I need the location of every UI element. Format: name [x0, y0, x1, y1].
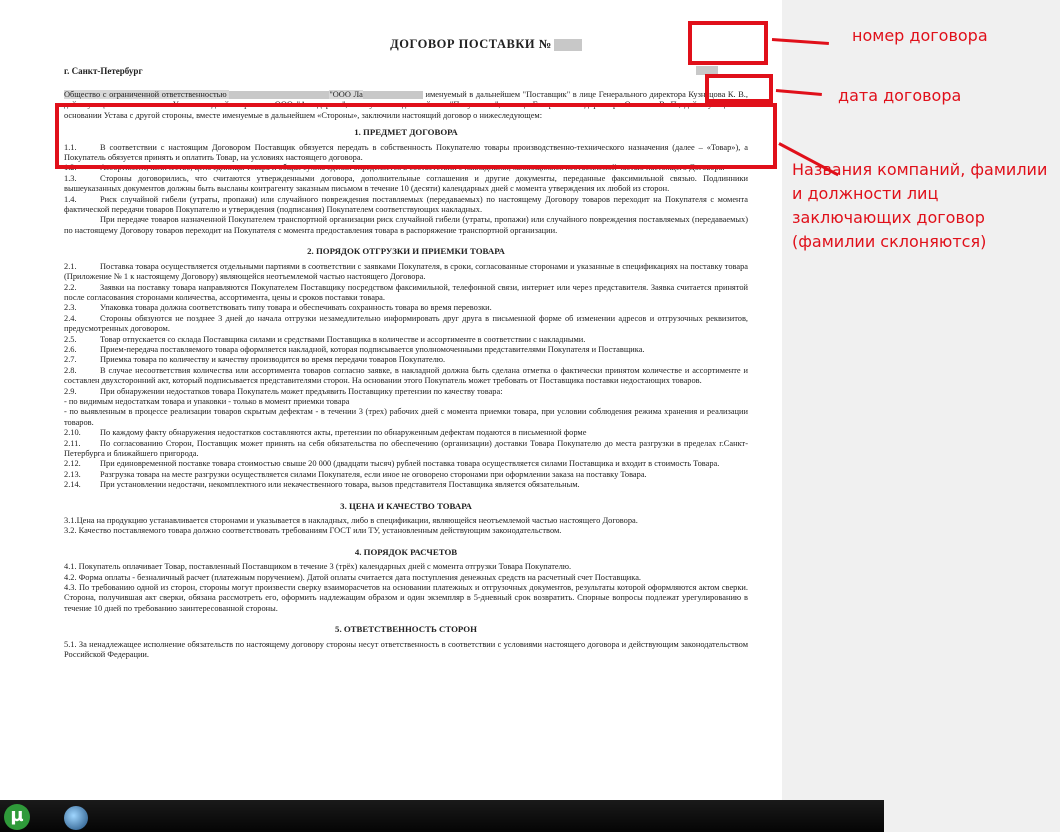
- clause: [64, 516, 748, 526]
- contract-number-placeholder: [554, 39, 582, 51]
- clause: [64, 335, 748, 345]
- clause-text: Приемка товара по количеству и качеству производится во время передачи товаров Покупателю.: [100, 355, 446, 365]
- clause: [64, 397, 748, 407]
- clause-text: Упаковка товара должна соответствовать типу товара и обеспечивать сохранность товара во время перевозки.: [100, 303, 492, 313]
- clause: [64, 303, 748, 313]
- clause-text: Товар отпускается со склада Поставщика силами и средствами Поставщика в количестве и ассортименте в соответствии с накладными.: [100, 334, 586, 344]
- contract-sections: [64, 127, 748, 664]
- contract-date-annotation: дата договора: [838, 86, 962, 105]
- clause: [64, 583, 748, 614]
- clause-text: 4.3. По требованию одной из сторон, стороны могут произвести сверку взаиморасчетов на основании платежных и отгрузочных документов, результаты которой оформляются актом сверки. Сторона, получившая акт сверки, обязана рассмотреть его, оформить надлежащим образом и один экземпляр в 5-дневный срок возвратить. Спорные вопросы подлежат урегулированию в течение 10 дней по требованию заинтересованной стороны.: [64, 583, 748, 613]
- clause-text: При единовременной поставке товара стоимостью свыше 20 000 (двадцати тысяч) рублей поставка товара осуществляется силами Поставщика и входит в стоимость Товара.: [100, 459, 720, 469]
- clause-text: В соответствии с настоящим Договором Поставщик обязуется передать в собственность Покупателю товары производственно-технического назначения (далее – «Товар»), а Покупатель обязуется принять и оплатить Товар, на условиях настоящего договора.: [64, 142, 748, 163]
- clause-number: 2.13.: [64, 469, 81, 479]
- clause: [64, 562, 748, 572]
- clause-number: 1.3.: [64, 173, 77, 183]
- clause: [64, 459, 748, 469]
- city: г. Санкт-Петербург: [64, 66, 143, 76]
- utorrent-icon[interactable]: µ: [4, 804, 30, 830]
- clause-number: 2.11.: [64, 438, 81, 448]
- clause-number: 2.1.: [64, 261, 77, 271]
- clause: [64, 428, 748, 438]
- clause-text: 3.1.Цена на продукцию устанавливается сторонами и указывается в накладных, либо в спецификации, являющейся неотъемлемой частью настоящего Договора.: [64, 516, 638, 526]
- section-title: 1. ПРЕДМЕТ ДОГОВОРА: [354, 127, 458, 138]
- contract-date-highlight: [705, 74, 773, 103]
- clause: [64, 480, 748, 490]
- clause-number: 2.8.: [64, 365, 77, 375]
- clause-text: Заявки на поставку товара направляются Покупателем Поставщику посредством факсимильной, телефонной связи, интернет или через представителя. Заявка считается принятой после согласования сторонами количества, ассортимента, цены и сроков поставки товара.: [64, 282, 748, 302]
- clause-number: 2.9.: [64, 386, 77, 396]
- clause-text: - по видимым недостаткам товара и упаковки - только в момент приемки товара: [64, 396, 350, 406]
- clause-number: 2.3.: [64, 303, 77, 313]
- clause: [64, 262, 748, 283]
- clause-number: 2.12.: [64, 459, 81, 469]
- clause-number: 2.6.: [64, 344, 77, 354]
- clause-text: 3.2. Качество поставляемого товара должно соответствовать требованиям ГОСТ или ТУ, установленным действующим законодательством.: [64, 526, 562, 536]
- clause-text: 5.1. За ненадлежащее исполнение обязательств по настоящему договору стороны несут ответственность в соответствии с условиями настоящего договора и действующим законодательством Российской Федерации.: [64, 639, 748, 660]
- clause: [64, 283, 748, 304]
- section-title: 3. ЦЕНА И КАЧЕСТВО ТОВАРА: [340, 500, 472, 511]
- clause: [64, 195, 748, 216]
- clause-text: Ассортимент, количество, цена единицы товара и общая сумма сделки определяется в соответствии с накладными, являющимися неотъемлемой частью настоящего Договора.: [100, 163, 725, 173]
- parties-annotation: Названия компаний, фамилии и должности лиц заключающих договор (фамилии склоняются): [792, 160, 1048, 251]
- document-title: [224, 30, 748, 58]
- clause-number: 2.7.: [64, 355, 77, 365]
- clause: [64, 439, 748, 460]
- redacted-company-name: [229, 91, 329, 99]
- clause-text: Прием-передача поставляемого товара оформляется накладной, которая подписывается уполномоченными представителями Покупателя и Поставщика.: [100, 344, 645, 354]
- clause-number: 1.2.: [64, 163, 77, 173]
- clause-text: При обнаружении недостатков товара Покупатель может предъявить Поставщику претензии по качеству товара:: [100, 386, 503, 396]
- clause-text: В случае несоответствия количества или ассортимента товаров согласно заявке, в накладной должна быть сделана отметка о фактически принятом количестве и ассортименте и составлен двухсторонний акт, который подписывается представителями сторон. На основании этого Покупатель может требовать от Поставщика поставки недостающих товаров.: [64, 365, 748, 386]
- parties-highlight: [55, 103, 777, 169]
- title-text: ДОГОВОР ПОСТАВКИ №: [390, 37, 552, 51]
- clause-text: Стороны обязуются не позднее 3 дней до начала отгрузки незамедлительно информировать друг друга в письменной форме об изменении адресов и отгрузочных реквизитов, предусмотренных договором.: [64, 313, 748, 334]
- contract-number-highlight: [688, 21, 768, 65]
- parties-text-rest: именуемый в дальнейшем "Поставщик" в лице Генерального директора Кузнецова К. В., действующего на основании Устава с одной стороны и ООО "Автодороги", именуемое в дальнейшем "Покупатель", в лице Генерального директора Осокина В. П., действующего на основании Устава с другой стороны, вместе именуемые в дальнейшем «Стороны», заключили настоящий договор о нижеследующем:: [64, 90, 748, 120]
- clause-text: - по выявленным в процессе реализации товаров скрытым дефектам - в течении 3 (трех) рабочих дней с момента приемки товара, при условии соблюдения режима хранения и реализации товаров.: [64, 407, 748, 427]
- clause-text: Поставка товара осуществляется отдельными партиями в соответствии с заявками Покупателя, в сроки, согласованные сторонами и указанные в спецификациях на поставку товара (Приложение № 1 к настоящему Договору) являющейся неотъемлемой частью настоящего Договора.: [64, 261, 748, 282]
- clause-text: Риск случайной гибели (утраты, пропажи) или случайного повреждения поставляемых (передаваемых) по настоящему Договору товаров переходит на Покупателя с момента фактической передачи товаров Покупателю и утверждения (подписания) Покупателем соответствующих накладных.: [64, 194, 748, 215]
- clause-number: 2.10.: [64, 428, 81, 438]
- section-title: 4. ПОРЯДОК РАСЧЕТОВ: [354, 546, 458, 557]
- clause: [64, 387, 748, 397]
- clause: [64, 407, 748, 428]
- page-right-margin: [782, 0, 1060, 832]
- clause: [64, 640, 748, 661]
- clause-text: Стороны договорились, что считаются утвержденными договора, дополнительные соглашения и другие документы, переданные факсимильной связью. Подлинники вышеуказанных документов должны быть высланы контрагенту заказным письмом в течение 10 (десяти) календарных дней с момента утверждения их любой из сторон.: [64, 173, 748, 194]
- city-date-row: [64, 66, 748, 86]
- clause: [64, 355, 748, 365]
- supplier-name: "ООО Ла: [329, 90, 363, 99]
- media-player-icon[interactable]: [64, 806, 88, 830]
- clause: [64, 526, 748, 536]
- parties-text-start: Общество с ограниченной ответственностью: [64, 90, 230, 99]
- clause-text: 4.1. Покупатель оплачивает Товар, поставленный Поставщиком в течение 3 (трёх) календарных дней с момента отгрузки Товара Покупателю.: [64, 562, 572, 572]
- clause-text: По каждому факту обнаружения недостатков составляются акты, претензии по обнаруженным дефектам подаются в письменной форме: [100, 428, 587, 438]
- clause-number: 2.4.: [64, 313, 77, 323]
- clause-number: 1.1.: [64, 142, 77, 152]
- clause: [64, 573, 748, 583]
- redacted-company-name-2: [363, 91, 423, 99]
- section-title: 5. ОТВЕТСТВЕННОСТЬ СТОРОН: [335, 624, 477, 635]
- clause-text: При установлении недостачи, некомплектного или некачественного товара, вызов представителя Поставщика является обязательным.: [100, 480, 580, 490]
- section-title: 2. ПОРЯДОК ОТГРУЗКИ И ПРИЕМКИ ТОВАРА: [307, 246, 505, 257]
- clause-number: 2.5.: [64, 334, 77, 344]
- clause-text: При передаче товаров назначенной Покупателем транспортной организации риск случайной гибели (утраты, пропажи) или случайного повреждения поставляемых (передаваемых) по настоящему Договору товаров переходит на Покупателя с момента предоставления товара в распоряжение транспортной организации.: [64, 215, 748, 235]
- clause-text: По согласованию Сторон, Поставщик может принять на себя обязательства по обеспечению (организации) доставки Товара Покупателю до места разгрузки в пределах г.Санкт-Петербурга и ближайшего пригорода.: [64, 438, 748, 458]
- clause: [64, 314, 748, 335]
- clause-text: 4.2. Форма оплаты - безналичный расчет (платежным поручением). Датой оплаты считается дата поступления денежных средств на расчетный счет Поставщика.: [64, 572, 642, 582]
- clause-number: 2.2.: [64, 282, 77, 292]
- clause: [64, 345, 748, 355]
- clause-number: 2.14.: [64, 480, 81, 490]
- clause: [64, 366, 748, 387]
- clause: [64, 215, 748, 236]
- clause-number: 1.4.: [64, 194, 77, 204]
- clause: [64, 470, 748, 480]
- contract-number-annotation: номер договора: [852, 26, 988, 45]
- clause-text: Разгрузка товара на месте разгрузки осуществляется силами Покупателя, если иное не оговорено сторонами при оформлении заказа на поставку Товара.: [100, 469, 647, 479]
- taskbar[interactable]: [0, 800, 884, 832]
- clause: [64, 174, 748, 195]
